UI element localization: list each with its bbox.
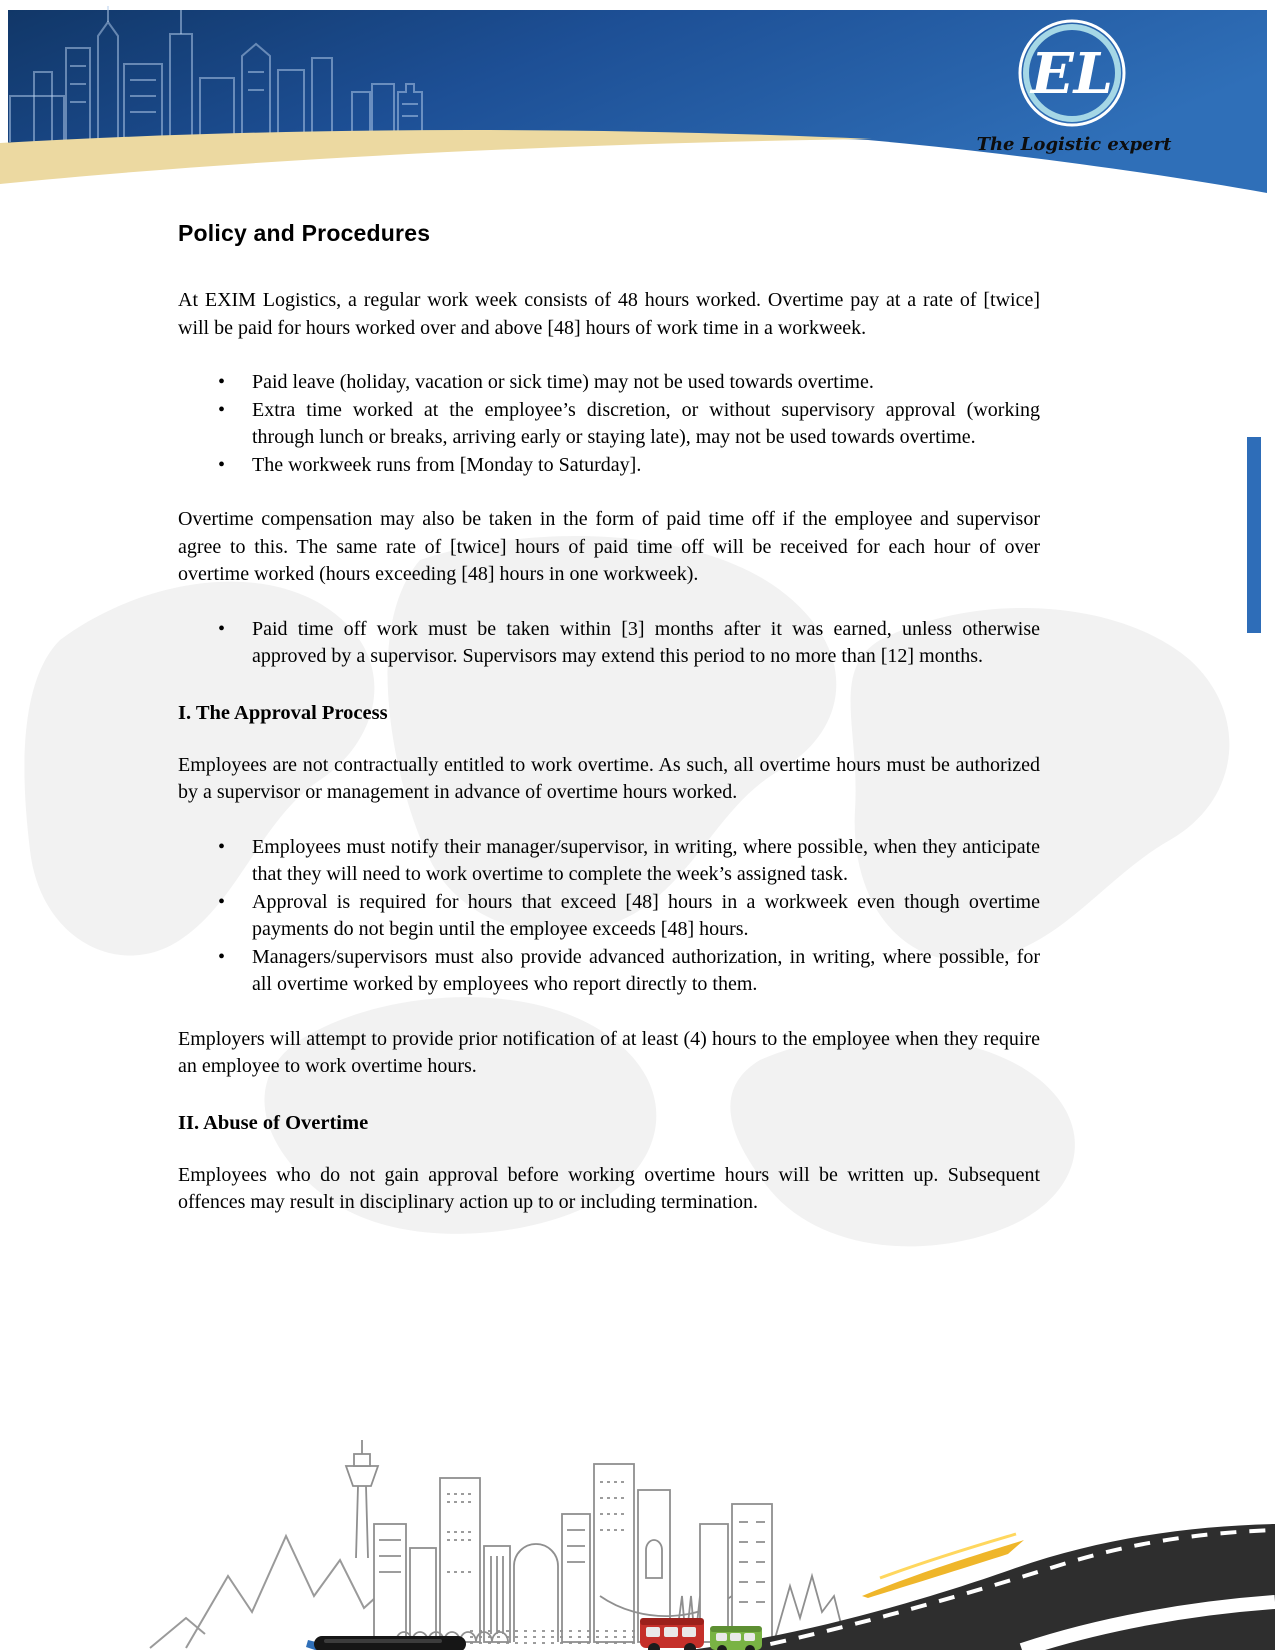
list-item: • The workweek runs from [Monday to Saturday].	[252, 452, 1040, 480]
logo-tagline: The Logistic expert	[976, 134, 1172, 155]
green-van-icon	[710, 1626, 762, 1650]
section-2-paragraph: Employees who do not gain approval before working overtime hours will be written up. Subsequent offences may result in disciplinary action up to or including termination.	[178, 1163, 1040, 1213]
list-item: • Extra time worked at the employee’s discretion, or without supervisory approval (working through lunch or breaks, arriving early or staying late), may not be used towards overtime.	[252, 397, 1040, 452]
document-body	[178, 220, 1040, 1244]
skyline-icon	[346, 1440, 842, 1643]
footer-city-illustration	[0, 1428, 1275, 1650]
section-2-heading: II. Abuse of Overtime	[178, 1111, 369, 1134]
red-truck-icon	[640, 1618, 704, 1650]
page-edge-accent-bar	[1247, 437, 1261, 633]
list-item: • Managers/supervisors must also provide advanced authorization, in writing, where possible, for all overtime worked by employees who report directly to them.	[252, 944, 1040, 999]
page-title: Policy and Procedures	[178, 220, 431, 246]
intro-paragraph: At EXIM Logistics, a regular work week consists of 48 hours worked. Overtime pay at a rate of [twice] will be paid for hours worked over and above [48] hours of work time in a workweek.	[178, 289, 1040, 339]
list-item: • Approval is required for hours that exceed [48] hours in a workweek even though overtime payments do not begin until the employee exceeds [48] hours.	[252, 889, 1040, 944]
list-item: • Paid time off work must be taken within [3] months after it was earned, unless otherwise approved by a supervisor. Supervisors may extend this period to no more than [12] months.	[252, 616, 1040, 671]
approval-process-list	[178, 834, 1040, 999]
list-item: • Employees must notify their manager/supervisor, in writing, where possible, when they anticipate that they will need to work overtime to complete the week’s assigned task.	[252, 834, 1040, 889]
compensation-paragraph: Overtime compensation may also be taken in the form of paid time off if the employee and supervisor agree to this. The same rate of [twice] hours of paid time off will be received for each hour of over overtime worked (hours exceeding [48] hours in one workweek).	[178, 508, 1040, 585]
section-1-closing-paragraph: Employers will attempt to provide prior notification of at least (4) hours to the employee when they require an employee to work overtime hours.	[178, 1027, 1040, 1077]
section-1-heading: I. The Approval Process	[178, 701, 388, 724]
paid-time-off-list	[178, 616, 1040, 671]
header-banner	[0, 0, 1275, 205]
wave-band	[0, 130, 872, 184]
logo-monogram: EL	[1030, 41, 1114, 107]
overtime-rules-list	[178, 369, 1040, 479]
list-item: • Paid leave (holiday, vacation or sick time) may not be used towards overtime.	[252, 369, 1040, 397]
marker-bar-icon	[306, 1636, 466, 1650]
section-1-paragraph: Employees are not contractually entitled to work overtime. As such, all overtime hours must be authorized by a supervisor or management in advance of overtime hours worked.	[178, 753, 1040, 803]
mountains-icon	[150, 1536, 402, 1648]
